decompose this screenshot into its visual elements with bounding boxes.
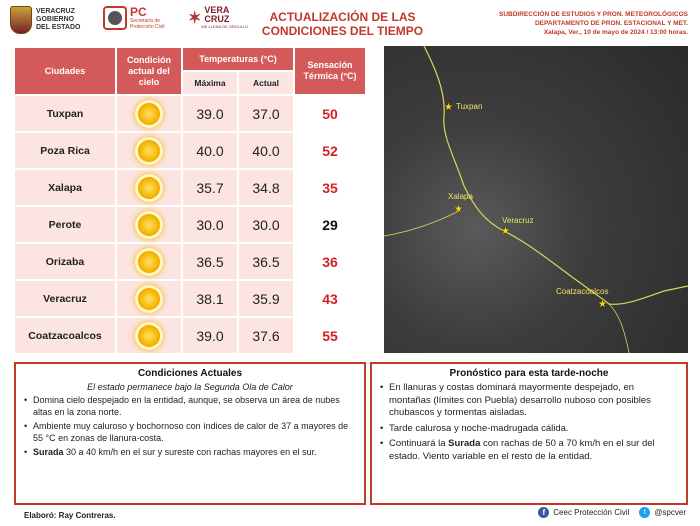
thermal-sensation: 43 — [295, 281, 365, 316]
pc-emblem-icon — [103, 6, 127, 30]
table-row — [15, 281, 365, 316]
thermal-sensation: 52 — [295, 133, 365, 168]
current-bullet: • Domina cielo despejado en la entidad, aunque, se observa un área de nubes altas en la zona norte. — [24, 395, 356, 418]
page-title: ACTUALIZACIÓN DE LAS CONDICIONES DEL TIEMPO — [261, 10, 424, 38]
header-current: Actual — [239, 72, 293, 94]
facebook-link[interactable]: Ceec Protección Civil — [553, 508, 630, 517]
flower-icon: ✶ — [188, 9, 202, 27]
header-thermal-sensation: Sensación Térmica (°C) — [295, 48, 365, 94]
sun-icon — [138, 214, 160, 236]
current-conditions-title: Condiciones Actuales — [137, 368, 243, 379]
map-overlay — [384, 46, 688, 353]
sky-cell — [117, 133, 181, 168]
social-links — [538, 507, 686, 518]
table-row — [15, 207, 365, 242]
table-header — [15, 48, 365, 94]
twitter-icon[interactable]: t — [639, 507, 650, 518]
city-name: Tuxpan — [15, 96, 115, 131]
author-credit: Elaboró: Ray Contreras. — [24, 511, 116, 520]
city-name: Xalapa — [15, 170, 115, 205]
forecast-bullet: • Tarde calurosa y noche-madrugada cálida. — [380, 423, 678, 436]
thermal-sensation: 55 — [295, 318, 365, 353]
header — [0, 0, 700, 46]
sun-icon — [138, 288, 160, 310]
table-row — [15, 170, 365, 205]
weather-table — [15, 48, 365, 353]
proteccion-civil-logo: PC Secretaría de Protección Civil — [103, 6, 164, 30]
city-name: Orizaba — [15, 244, 115, 279]
forecast-panel — [370, 362, 688, 505]
sky-cell — [117, 170, 181, 205]
forecast-bullet: • En llanuras y costas dominará mayormente despejado, en montañas (límites con Puebla) desarrollo nuboso con posibles chubascos y tormentas aisladas. — [380, 382, 678, 420]
header-temperatures: Temperaturas (°C) — [183, 48, 293, 70]
thermal-sensation: 35 — [295, 170, 365, 205]
thermal-sensation: 36 — [295, 244, 365, 279]
max-temp: 38.1 — [183, 281, 237, 316]
city-name: Perote — [15, 207, 115, 242]
current-bullet: • Ambiente muy caluroso y bochornoso con índices de calor de 37 a mayores de 55 °C en zonas de llanura-costa. — [24, 421, 356, 444]
city-name: Poza Rica — [15, 133, 115, 168]
city-name: Coatzacoalcos — [15, 318, 115, 353]
sky-cell — [117, 318, 181, 353]
sky-cell — [117, 244, 181, 279]
veracruz-brand-logo: ✶ VERA CRUZ ME LLENA DE ORGULLO — [188, 5, 249, 29]
current-bullet: • Surada 30 a 40 km/h en el sur y sureste con rachas mayores en el sur. — [24, 447, 356, 459]
star-marker-icon: ★ — [501, 226, 510, 237]
city-name: Veracruz — [15, 281, 115, 316]
current-temp: 34.8 — [239, 170, 293, 205]
star-marker-icon: ★ — [454, 204, 463, 215]
heatwave-notice: El estado permanece bajo la Segunda Ola de Calor — [87, 382, 293, 392]
sun-icon — [138, 140, 160, 162]
coat-of-arms-icon — [10, 6, 32, 34]
current-temp: 35.9 — [239, 281, 293, 316]
table-row — [15, 244, 365, 279]
max-temp: 39.0 — [183, 96, 237, 131]
veracruz-government-logo: VERACRUZ GOBIERNO DEL ESTADO — [10, 6, 80, 34]
map-label-veracruz: Veracruz — [502, 216, 534, 225]
header-city: Ciudades — [15, 48, 115, 94]
current-temp: 30.0 — [239, 207, 293, 242]
current-temp: 37.6 — [239, 318, 293, 353]
sun-icon — [138, 103, 160, 125]
max-temp: 30.0 — [183, 207, 237, 242]
forecast-title: Pronóstico para esta tarde-noche — [449, 368, 609, 379]
facebook-icon[interactable]: f — [538, 507, 549, 518]
star-marker-icon: ★ — [598, 299, 607, 310]
star-marker-icon: ★ — [444, 102, 453, 113]
header-sky: Condición actual del cielo — [117, 48, 181, 94]
sun-icon — [138, 325, 160, 347]
table-row — [15, 133, 365, 168]
table-row — [15, 318, 365, 353]
satellite-map — [384, 46, 688, 353]
thermal-sensation: 50 — [295, 96, 365, 131]
max-temp: 36.5 — [183, 244, 237, 279]
current-temp: 40.0 — [239, 133, 293, 168]
map-label-tuxpan: Tuxpan — [456, 102, 483, 111]
max-temp: 35.7 — [183, 170, 237, 205]
table-row — [15, 96, 365, 131]
sky-cell — [117, 281, 181, 316]
current-temp: 36.5 — [239, 244, 293, 279]
sun-icon — [138, 177, 160, 199]
table-body — [15, 96, 365, 353]
sky-cell — [117, 207, 181, 242]
map-label-coatzacoalcos: Coatzacoalcos — [556, 287, 609, 296]
max-temp: 39.0 — [183, 318, 237, 353]
current-temp: 37.0 — [239, 96, 293, 131]
twitter-link[interactable]: @spcver — [654, 508, 686, 517]
thermal-sensation: 29 — [295, 207, 365, 242]
map-label-xalapa: Xalapa — [448, 192, 473, 201]
header-max: Máxima — [183, 72, 237, 94]
forecast-bullet: • Continuará la Surada con rachas de 50 a 70 km/h en el sur del estado. Viento variable en el resto de la entidad. — [380, 438, 678, 463]
sky-cell — [117, 96, 181, 131]
sun-icon — [138, 251, 160, 273]
max-temp: 40.0 — [183, 133, 237, 168]
current-conditions-panel — [14, 362, 366, 505]
department-info: SUBDIRECCIÓN DE ESTUDIOS Y PRON. METEOROLÓGICOS DEPARTAMENTO DE PRON. ESTACIONAL Y MET. Xalapa, Ver., 10 de mayo de 2024 / 13:00 horas. — [498, 11, 688, 36]
